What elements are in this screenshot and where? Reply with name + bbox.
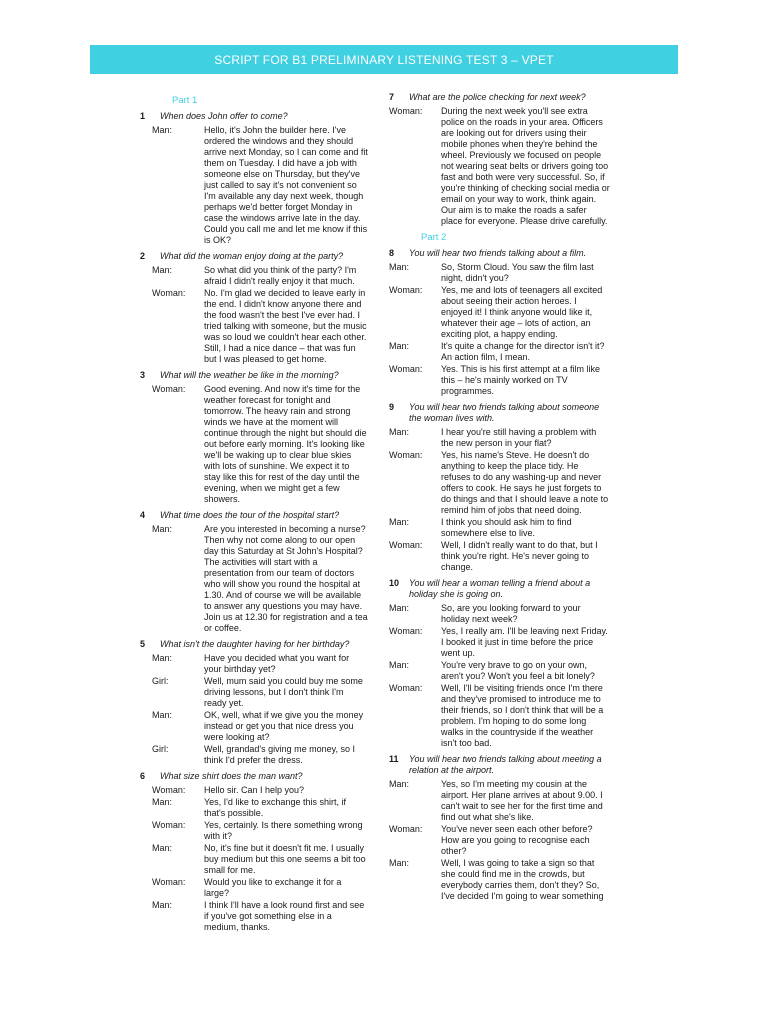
dialogue-line xyxy=(136,877,368,899)
question-2 xyxy=(136,251,368,365)
question-number: 11 xyxy=(389,754,399,764)
speech-text: Well, I didn't really want to do that, but I think you're right. He's never going to change. xyxy=(441,540,598,572)
page-title-banner xyxy=(90,45,678,74)
question-text: When does John offer to come? xyxy=(160,111,288,121)
speech-text: I think I'll have a look round first and see if you've got something else in a medium, thanks. xyxy=(204,900,365,932)
speaker-label: Man: xyxy=(389,660,410,670)
question-heading xyxy=(136,111,368,122)
speech-text: You've never seen each other before? How are you going to recognise each other? xyxy=(441,824,593,856)
speech-text: I hear you're still having a problem with the new person in your flat? xyxy=(441,427,597,448)
speaker-label: Man: xyxy=(389,603,410,613)
dialogue-line xyxy=(136,820,368,842)
dialogue-line xyxy=(385,540,610,573)
speech-text: Yes, I really am. I'll be leaving next Friday. I booked it just in time before the price went up. xyxy=(441,626,608,658)
dialogue-line xyxy=(136,265,368,287)
speech-text: During the next week you'll see extra police on the roads in your area. Officers are looking out for drivers using their mobile phones when they're behind the wheel. Previously we focused on people not wearing seat belts or drivers going too fast and both were very successful. So, if you're thinking of checking social media or email on your way to work, think again. Our aim is to make the roads a safer place for everyone. Please drive carefully. xyxy=(441,106,610,226)
question-9 xyxy=(385,402,610,573)
speaker-label: Man: xyxy=(389,262,410,272)
question-text: You will hear two friends talking about someone the woman lives with. xyxy=(409,402,600,423)
question-number: 2 xyxy=(140,251,146,261)
speaker-label: Girl: xyxy=(152,744,169,754)
speaker-label: Woman: xyxy=(152,877,186,887)
question-number: 4 xyxy=(140,510,146,520)
speaker-label: Woman: xyxy=(152,820,186,830)
dialogue-line xyxy=(136,524,368,634)
speaker-label: Woman: xyxy=(389,626,423,636)
speech-text: I think you should ask him to find somewhere else to live. xyxy=(441,517,572,538)
dialogue-line xyxy=(136,744,368,766)
dialogue-line xyxy=(136,384,368,505)
question-heading xyxy=(136,251,368,262)
dialogue-line xyxy=(385,341,610,363)
question-heading xyxy=(385,402,610,424)
question-text: What will the weather be like in the morning? xyxy=(160,370,339,380)
speaker-label: Girl: xyxy=(152,676,169,686)
speaker-label: Man: xyxy=(152,797,173,807)
speech-text: So, are you looking forward to your holiday next week? xyxy=(441,603,581,624)
speech-text: No. I'm glad we decided to leave early in the end. I didn't know anyone there and the food wasn't the best I've ever had. I tried talking with someone, but the music was so loud we couldn't hear each other. Still, I had a nice dance – that was fun but I was pleased to get home. xyxy=(204,288,367,364)
speech-text: It's quite a change for the director isn't it? An action film, I mean. xyxy=(441,341,605,362)
question-text: You will hear two friends talking about meeting a relation at the airport. xyxy=(409,754,602,775)
question-heading xyxy=(136,370,368,381)
speaker-label: Man: xyxy=(152,125,173,135)
dialogue-line xyxy=(136,710,368,743)
question-heading xyxy=(385,754,610,776)
question-text: What are the police checking for next week? xyxy=(409,92,586,102)
dialogue-line xyxy=(136,785,368,796)
speech-text: Are you interested in becoming a nurse? Then why not come along to our open day this Saturday at St John's Hospital? The activities will start with a presentation from our team of doctors who will show you round the hospital at 1.30. And of course we will be available to answer any questions you may have. Join us at 12.30 for registration and a tea or coffee. xyxy=(204,524,368,633)
speaker-label: Man: xyxy=(389,779,410,789)
dialogue-line xyxy=(385,450,610,516)
speech-text: Yes. This is his first attempt at a film like this – he's mainly worked on TV programmes. xyxy=(441,364,601,396)
dialogue-line xyxy=(385,858,610,902)
speaker-label: Man: xyxy=(152,710,173,720)
question-heading xyxy=(136,639,368,650)
dialogue-line xyxy=(385,106,610,227)
speaker-label: Woman: xyxy=(152,384,186,394)
speech-text: Hello sir. Can I help you? xyxy=(204,785,305,795)
speech-text: Yes, me and lots of teenagers all excited about seeing their action heroes. I enjoyed it! I think anyone would like it, whatever their age – lots of action, an exciting plot, a happy ending. xyxy=(441,285,603,339)
dialogue-line xyxy=(385,262,610,284)
question-number: 7 xyxy=(389,92,395,102)
question-number: 8 xyxy=(389,248,395,258)
speech-text: Well, I was going to take a sign so that she could find me in the crowds, but everybody carries them, don't they? So, I've decided I'm going to wear something xyxy=(441,858,604,901)
speaker-label: Man: xyxy=(389,427,410,437)
dialogue-line xyxy=(385,603,610,625)
speaker-label: Woman: xyxy=(152,288,186,298)
question-5 xyxy=(136,639,368,766)
speech-text: Yes, his name's Steve. He doesn't do anything to keep the place tidy. He refuses to do any washing-up and never offers to cook. He says he just forgets to do things and that I should leave a note to remind him of jobs that need doing. xyxy=(441,450,609,515)
speaker-label: Man: xyxy=(152,524,173,534)
question-8 xyxy=(385,248,610,397)
speaker-label: Woman: xyxy=(389,285,423,295)
question-heading xyxy=(136,771,368,782)
dialogue-line xyxy=(136,653,368,675)
dialogue-line xyxy=(385,364,610,397)
speaker-label: Woman: xyxy=(389,683,423,693)
dialogue-line xyxy=(136,288,368,365)
dialogue-line xyxy=(136,843,368,876)
question-number: 10 xyxy=(389,578,400,588)
speaker-label: Man: xyxy=(152,265,173,275)
page-title: SCRIPT FOR B1 PRELIMINARY LISTENING TEST 3 – VPET xyxy=(214,52,554,67)
dialogue-line xyxy=(385,660,610,682)
speech-text: You're very brave to go on your own, aren't you? Won't you feel a bit lonely? xyxy=(441,660,595,681)
left-column xyxy=(136,92,368,938)
speaker-label: Woman: xyxy=(152,785,186,795)
right-questions xyxy=(385,248,610,902)
speaker-label: Woman: xyxy=(389,824,423,834)
speaker-label: Man: xyxy=(152,900,173,910)
dialogue-line xyxy=(136,125,368,246)
left-questions xyxy=(136,111,368,933)
question-number: 1 xyxy=(140,111,146,121)
speech-text: No, it's fine but it doesn't fit me. I usually buy medium but this one seems a bit too small for me. xyxy=(204,843,366,875)
speech-text: Have you decided what you want for your birthday yet? xyxy=(204,653,350,674)
question-number: 9 xyxy=(389,402,395,412)
question-heading xyxy=(385,92,610,103)
speaker-label: Woman: xyxy=(389,540,423,550)
question-text: What did the woman enjoy doing at the party? xyxy=(160,251,344,261)
speech-text: Well, I'll be visiting friends once I'm there and they've promised to introduce me to their friends, so I don't think that will be a problem. I'm hoping to do some long walks in the countryside if the weather isn't too bad. xyxy=(441,683,604,748)
dialogue-line xyxy=(385,626,610,659)
speech-text: So, Storm Cloud. You saw the film last night, didn't you? xyxy=(441,262,594,283)
speech-text: Would you like to exchange it for a large? xyxy=(204,877,342,898)
speech-text: So what did you think of the party? I'm afraid I didn't really enjoy it that much. xyxy=(204,265,357,286)
speaker-label: Woman: xyxy=(389,364,423,374)
speaker-label: Man: xyxy=(152,653,173,663)
question-heading xyxy=(385,578,610,600)
question-heading xyxy=(136,510,368,521)
speaker-label: Man: xyxy=(389,341,410,351)
question-11 xyxy=(385,754,610,902)
part-1-heading: Part 1 xyxy=(172,95,198,106)
question-number: 3 xyxy=(140,370,146,380)
right-column xyxy=(385,92,610,907)
dialogue-line xyxy=(136,676,368,709)
speech-text: Hello, it's John the builder here. I've ordered the windows and they should arrive next Monday, so I can come and fit them on Tuesday. I did have a job with someone else on Thursday, but they've just called to say it's not convenient so I'm available any day next week, though perhaps we'd better forget Monday in case the windows arrive late in the day. Could you call me and let me know if this is OK? xyxy=(204,125,368,245)
question-text: You will hear two friends talking about a film. xyxy=(409,248,587,258)
speech-text: Yes, certainly. Is there something wrong with it? xyxy=(204,820,363,841)
speech-text: Good evening. And now it's time for the weather forecast for tonight and tomorrow. The heavy rain and strong winds we have at the moment will continue through the night but should die out before early morning. It's looking like we'll be waking up to clear blue skies with lots of sunshine. We expect it to stay like this for rest of the day until the evening, when we might get a few showers. xyxy=(204,384,367,504)
speech-text: Yes, I'd like to exchange this shirt, if that's possible. xyxy=(204,797,346,818)
speaker-label: Man: xyxy=(152,843,173,853)
speech-text: Well, grandad's giving me money, so I think I'd prefer the dress. xyxy=(204,744,355,765)
dialogue-line xyxy=(136,797,368,819)
question-3 xyxy=(136,370,368,505)
dialogue-line xyxy=(385,824,610,857)
question-1 xyxy=(136,111,368,246)
question-text: What time does the tour of the hospital start? xyxy=(160,510,340,520)
speaker-label: Woman: xyxy=(389,450,423,460)
speaker-label: Woman: xyxy=(389,106,423,116)
dialogue-line xyxy=(385,779,610,823)
question-text: What isn't the daughter having for her birthday? xyxy=(160,639,350,649)
question-number: 5 xyxy=(140,639,146,649)
question-heading xyxy=(385,248,610,259)
dialogue-line xyxy=(385,427,610,449)
speech-text: Well, mum said you could buy me some driving lessons, but I don't think I'm ready yet. xyxy=(204,676,363,708)
question-4 xyxy=(136,510,368,634)
dialogue-line xyxy=(385,683,610,749)
dialogue-line xyxy=(136,900,368,933)
speaker-label: Man: xyxy=(389,517,410,527)
speech-text: Yes, so I'm meeting my cousin at the airport. Her plane arrives at about 9.00. I can't wait to see her for the first time and find out what she's like. xyxy=(441,779,603,822)
speaker-label: Man: xyxy=(389,858,410,868)
question-text: You will hear a woman telling a friend about a holiday she is going on. xyxy=(409,578,591,599)
question-text: What size shirt does the man want? xyxy=(160,771,303,781)
dialogue-line xyxy=(385,517,610,539)
part-2-heading: Part 2 xyxy=(421,232,447,243)
dialogue-line xyxy=(385,285,610,340)
question-6 xyxy=(136,771,368,933)
question-7 xyxy=(385,92,610,227)
question-number: 6 xyxy=(140,771,146,781)
question-10 xyxy=(385,578,610,749)
speech-text: OK, well, what if we give you the money instead or get you that nice dress you were looking at? xyxy=(204,710,364,742)
question-7-holder xyxy=(385,92,610,227)
